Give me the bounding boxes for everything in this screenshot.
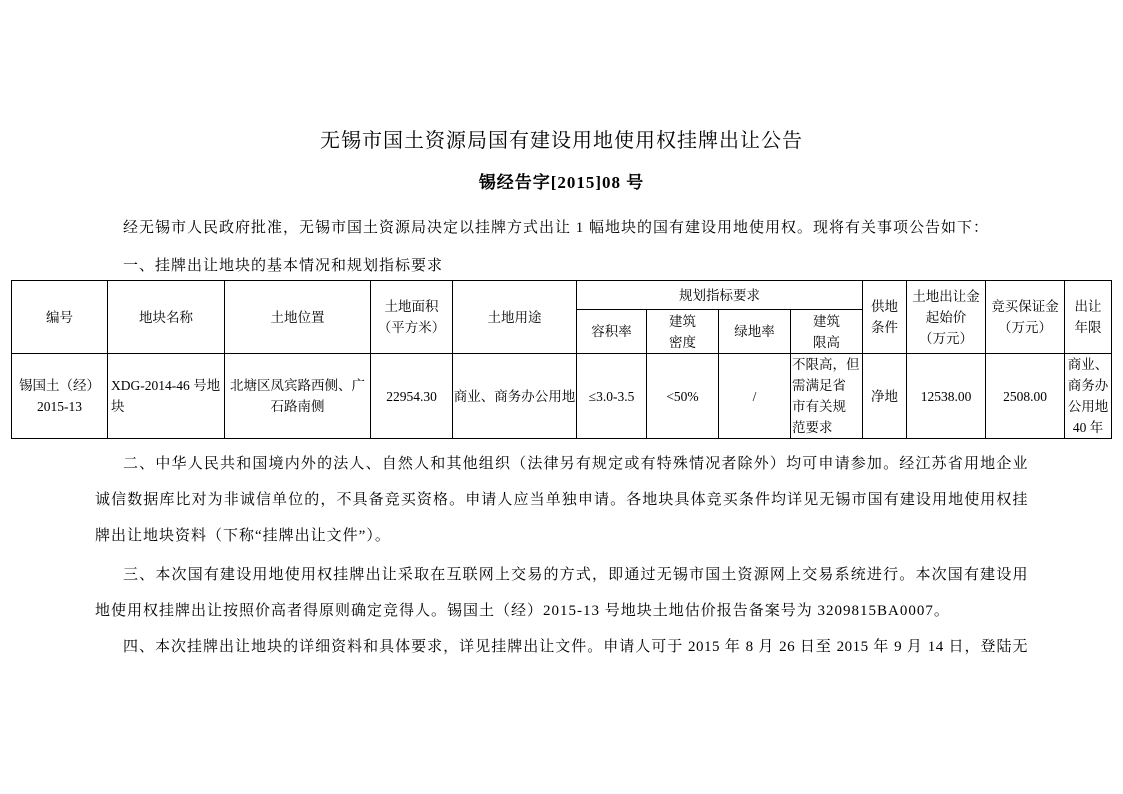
announcement-title: 无锡市国土资源局国有建设用地使用权挂牌出让公告 — [320, 130, 803, 152]
cell-line: / — [752, 388, 757, 404]
header-line: 土地用途 — [487, 309, 542, 325]
header-line: 供地 — [871, 299, 898, 314]
header-line: 地块名称 — [139, 309, 193, 325]
cell-line: <50% — [666, 388, 699, 404]
header-green-ratio — [719, 310, 791, 354]
header-line: （平方米） — [377, 320, 446, 335]
header-line: 年限 — [1074, 320, 1102, 335]
header-line: 起始价 — [925, 309, 967, 325]
header-line: 土地面积 — [384, 299, 439, 314]
cell-line: 范要求 — [792, 420, 833, 435]
table-header-row — [12, 281, 1112, 310]
header-line: 绿地率 — [734, 324, 775, 339]
header-line: 条件 — [871, 320, 898, 335]
cell-line: 市有关规 — [792, 399, 846, 414]
table-row — [12, 354, 1112, 439]
document-number: 锡经告字[2015]08 号 — [478, 173, 645, 192]
cell-parcel-name — [108, 354, 225, 439]
header-deposit — [986, 281, 1065, 354]
header-line: 建筑 — [669, 313, 696, 329]
cell-line: ≤3.0-3.5 — [588, 388, 635, 404]
intro-paragraph: 经无锡市人民政府批准，无锡市国土资源局决定以挂牌方式出让 1 幅地块的国有建设用地使用权。现将有关事项公告如下： — [123, 220, 990, 236]
cell-location — [225, 354, 371, 439]
cell-use — [453, 354, 577, 439]
header-line: 规划指标要求 — [679, 287, 760, 303]
header-line: 容积率 — [591, 324, 632, 339]
header-use — [453, 281, 577, 354]
cell-line: 商务办 — [1067, 378, 1109, 393]
cell-supply-condition — [863, 354, 907, 439]
header-line: 编号 — [46, 309, 73, 325]
cell-line: 2508.00 — [1003, 388, 1047, 404]
cell-line: 40 年 — [1072, 420, 1104, 435]
header-planning-indicators — [577, 281, 863, 310]
cell-area — [371, 354, 453, 439]
header-parcel-name — [108, 281, 225, 354]
cell-building-density — [647, 354, 719, 439]
cell-line: 需满足省 — [792, 378, 846, 393]
header-plot-ratio — [577, 310, 647, 354]
cell-line: 12538.00 — [920, 388, 972, 404]
header-line: 限高 — [813, 334, 840, 350]
header-line: （万元） — [998, 320, 1052, 335]
land-parcel-table — [11, 280, 1112, 439]
header-line: 建筑 — [813, 313, 840, 329]
header-term — [1065, 281, 1112, 354]
cell-line: 公用地 — [1067, 399, 1109, 414]
cell-height-limit — [791, 354, 863, 439]
cell-line: XDG-2014-46 号地 — [111, 378, 221, 393]
cell-deposit — [986, 354, 1065, 439]
header-line: 土地出让金 — [912, 288, 980, 304]
header-line: 竞买保证金 — [991, 299, 1059, 314]
cell-plot-ratio — [577, 354, 647, 439]
paragraph-line: 二、中华人民共和国境内外的法人、自然人和其他组织（法律另有规定或有特殊情况者除外）均可申请参加。经江苏省用地企业 — [123, 456, 1028, 472]
cell-line: 2015-13 — [37, 399, 82, 414]
cell-line: 商业、商务办公用地 — [453, 388, 576, 404]
cell-term — [1065, 354, 1112, 439]
cell-line: 锡国土（经） — [19, 378, 100, 393]
cell-line: 北塘区凤宾路西侧、广 — [230, 378, 365, 393]
cell-line: 不限高，但 — [792, 357, 860, 372]
header-line: 密度 — [669, 334, 696, 350]
header-height-limit — [791, 310, 863, 354]
header-location — [225, 281, 371, 354]
cell-line: 净地 — [871, 388, 898, 404]
cell-line: 商业、 — [1067, 357, 1109, 372]
paragraph-line: 牌出让地块资料（下称“挂牌出让文件”）。 — [95, 528, 391, 544]
cell-green-ratio — [719, 354, 791, 439]
paragraph-line: 诚信数据库比对为非诚信单位的，不具备竞买资格。申请人应当单独申请。各地块具体竞买条件均详见无锡市国有建设用地使用权挂 — [95, 492, 1028, 508]
cell-starting-price — [907, 354, 986, 439]
paragraph-line: 四、本次挂牌出让地块的详细资料和具体要求，详见挂牌出让文件。申请人可于 2015 年 8 月 26 日至 2015 年 9 月 14 日，登陆无 — [123, 639, 1028, 655]
header-area — [371, 281, 453, 354]
section-heading: 一、挂牌出让地块的基本情况和规划指标要求 — [123, 258, 444, 274]
cell-line: 块 — [111, 399, 125, 414]
cell-line: 22954.30 — [386, 388, 437, 404]
header-id — [12, 281, 108, 354]
cell-line: 石路南侧 — [270, 399, 325, 414]
header-line: 出让 — [1074, 299, 1102, 314]
header-line: （万元） — [919, 330, 973, 346]
paragraph-line: 地使用权挂牌出让按照价高者得原则确定竞得人。锡国土（经）2015-13 号地块土地估价报告备案号为 3209815BA0007。 — [95, 603, 950, 619]
paragraph-line: 三、本次国有建设用地使用权挂牌出让采取在互联网上交易的方式，即通过无锡市国土资源网上交易系统进行。本次国有建设用 — [123, 567, 1028, 583]
header-supply-condition — [863, 281, 907, 354]
cell-id — [12, 354, 108, 439]
header-building-density — [647, 310, 719, 354]
header-starting-price — [907, 281, 986, 354]
header-line: 土地位置 — [270, 309, 325, 325]
